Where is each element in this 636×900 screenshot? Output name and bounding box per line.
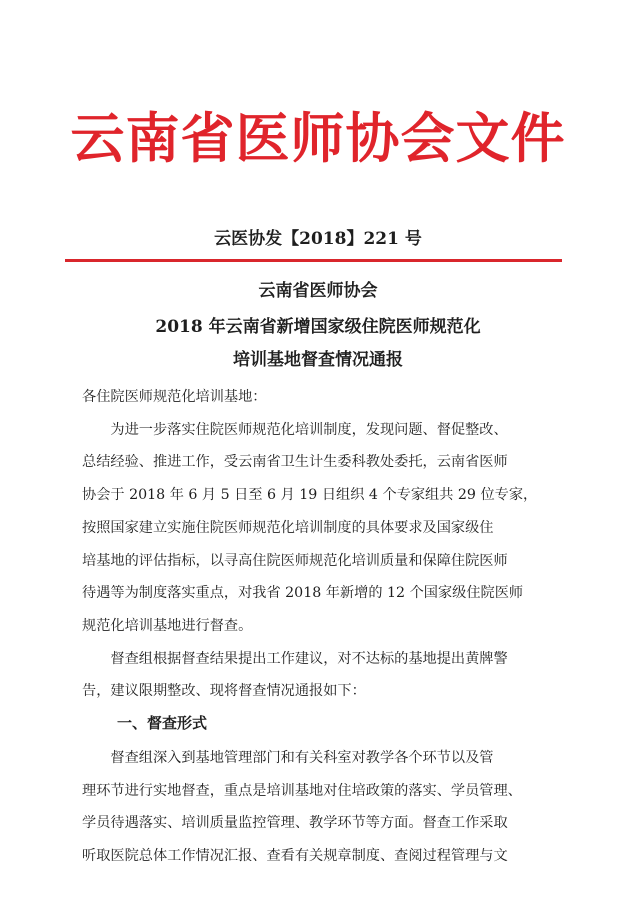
section-body-line: 理环节进行实地督查，重点是培训基地对住培政策的落实、学员管理、	[82, 782, 522, 799]
section-heading: 一、督查形式	[117, 714, 208, 732]
body-paragraph-line: 规范化培训基地进行督查。	[82, 617, 253, 634]
section-body-line: 学员待遇落实、培训质量监控管理、教学环节等方面。督查工作采取	[82, 815, 508, 832]
document-subject-line-2: 培训基地督查情况通报	[233, 350, 403, 370]
body-paragraph-line: 告，建议限期整改、现将督查情况通报如下：	[82, 683, 366, 700]
document-number: 云医协发【2018】221 号	[214, 229, 422, 249]
body-paragraph-line: 总结经验、推进工作，受云南省卫生计生委科教处委托，云南省医师	[82, 454, 508, 471]
body-paragraph-line: 培基地的评估指标，以寻高住院医师规范化培训质量和保障住院医师	[82, 552, 508, 569]
section-body-line: 督查组深入到基地管理部门和有关科室对教学各个环节以及管	[82, 750, 494, 766]
body-paragraph-line: 按照国家建立实施住院医师规范化培训制度的具体要求及国家级住	[82, 519, 494, 536]
body-paragraph-line: 督查组根据督查结果提出工作建议，对不达标的基地提出黄牌警	[82, 650, 508, 667]
issuing-organization: 云南省医师协会	[258, 281, 378, 301]
document-subject-line-1: 2018 年云南省新增国家级住院医师规范化	[155, 317, 481, 337]
salutation: 各住院医师规范化培训基地：	[82, 389, 267, 405]
document-header-title: 云南省医师协会文件	[70, 106, 566, 170]
body-paragraph-line: 协会于 2018 年 6 月 5 日至 6 月 19 日组织 4 个专家组共 29 位专家，	[82, 487, 538, 504]
body-paragraph-line: 待遇等为制度落实重点，对我省 2018 年新增的 12 个国家级住院医师	[82, 585, 524, 602]
red-divider-rule	[65, 259, 562, 262]
body-paragraph-line: 为进一步落实住院医师规范化培训制度，发现问题、督促整改、	[82, 421, 508, 438]
section-body-line: 听取医院总体工作情况汇报、查看有关规章制度、查阅过程管理与文	[82, 848, 508, 865]
